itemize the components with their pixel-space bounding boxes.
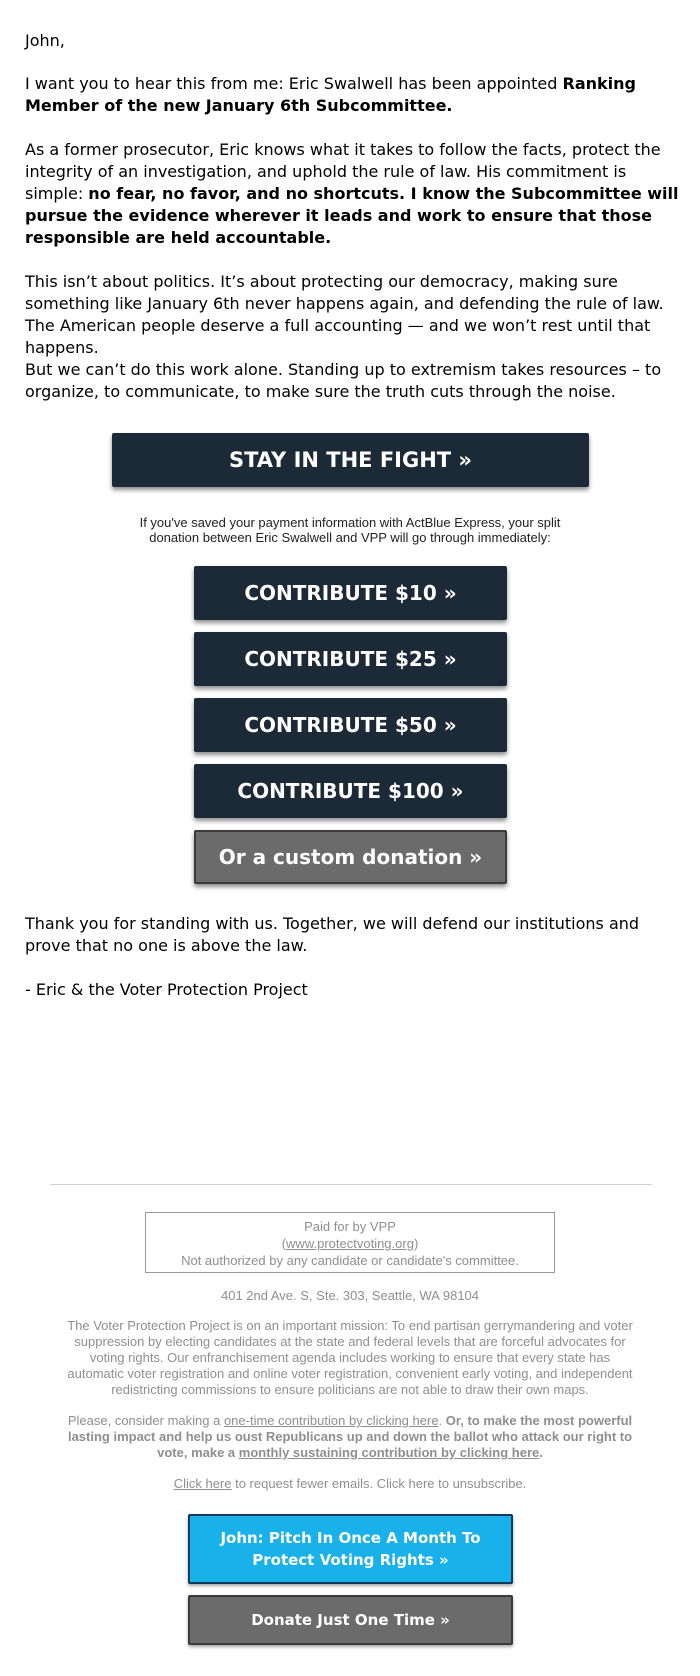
not-authorized-line: Not authorized by any candidate or candidate's committee. [181, 1253, 519, 1268]
website-line [145, 1235, 555, 1252]
actblue-express-note: If you've saved your payment information with ActBlue Express, your split donation between Eric Swalwell and VPP will go through immediately: [139, 515, 561, 545]
appeal-bold: Or, to make the most powerful lasting impact and help us oust Republicans up and down the ballot who attack our right to vote, make a [67, 1413, 633, 1460]
paid-for-text [145, 1218, 555, 1269]
email-preferences [60, 1476, 640, 1492]
footer-divider [50, 1184, 652, 1185]
contribute-50-button[interactable]: CONTRIBUTE $50 » [194, 698, 507, 752]
paragraph-resources: But we can’t do this work alone. Standing up to extremism takes resources – to organize, to communicate, to make sure the truth cuts through the noise. [25, 360, 662, 401]
contribution-appeal [60, 1413, 640, 1461]
paragraph-prosecutor [25, 139, 680, 249]
contribute-25-button[interactable]: CONTRIBUTE $25 » [194, 632, 507, 686]
appeal-text: Please, consider making a [67, 1413, 224, 1428]
paragraph-text: As a former prosecutor, Eric knows what it takes to follow the facts, protect the integrity of an investigation, and uphold the rule of law. His commitment is simple: [25, 140, 661, 203]
paragraph-thanks: Thank you for standing with us. Together, we will defend our institutions and prove that no one is above the law. [25, 914, 640, 955]
mailing-address: 401 2nd Ave. S, Ste. 303, Seattle, WA 98104 [220, 1288, 480, 1303]
paid-for-line: Paid for by VPP [304, 1219, 396, 1234]
stay-in-fight-button[interactable]: STAY IN THE FIGHT » [112, 433, 589, 487]
mission-statement: The Voter Protection Project is on an important mission: To end partisan gerrymandering and voter suppression by electing candidates at the state and federal levels that are forceful advocates for voting rights. Our enfranchisement agenda includes working to ensure that every state has automatic voter registration and online voter registration, convenient early voting, and independent redistricting commissions to ensure politicians are not able to draw their own maps. [67, 1318, 633, 1397]
website-link[interactable]: www.protectvoting.org [286, 1236, 414, 1251]
one-time-contribution-link[interactable]: one-time contribution by clicking here [223, 1413, 439, 1428]
paragraph-bold: Ranking Member of the new January 6th Subcommittee. [25, 74, 636, 115]
contribute-100-button[interactable]: CONTRIBUTE $100 » [194, 764, 507, 818]
appeal-text: . [438, 1413, 446, 1428]
fewer-emails-link[interactable]: Click here [173, 1476, 232, 1491]
appeal-end: . [539, 1445, 543, 1460]
unsubscribe-text: to request fewer emails. Click here to unsubscribe. [231, 1476, 527, 1491]
monthly-donation-button[interactable]: John: Pitch In Once A Month To Protect Voting Rights » [188, 1514, 513, 1584]
paren-open: ( [281, 1236, 287, 1251]
custom-donation-button[interactable]: Or a custom donation » [194, 830, 507, 884]
paragraph-appointment [25, 73, 680, 117]
paragraph-democracy: This isn’t about politics. It’s about protecting our democracy, making sure something like January 6th never happens again, and defending the rule of law. The American people deserve a full accounting — and we won’t rest until that happens. [25, 272, 664, 357]
paragraph-bold: no fear, no favor, and no shortcuts. I know the Subcommittee will pursue the evidence wherever it leads and work to ensure that those responsible are held accountable. [25, 184, 679, 247]
signoff: - Eric & the Voter Protection Project [25, 980, 308, 999]
contribute-10-button[interactable]: CONTRIBUTE $10 » [194, 566, 507, 620]
paren-close: ) [413, 1236, 419, 1251]
paragraph-text: I want you to hear this from me: Eric Swalwell has been appointed [25, 74, 563, 93]
greeting: John, [25, 31, 65, 50]
monthly-contribution-link[interactable]: monthly sustaining contribution by clicking here [238, 1445, 540, 1460]
one-time-donation-button[interactable]: Donate Just One Time » [188, 1595, 513, 1645]
